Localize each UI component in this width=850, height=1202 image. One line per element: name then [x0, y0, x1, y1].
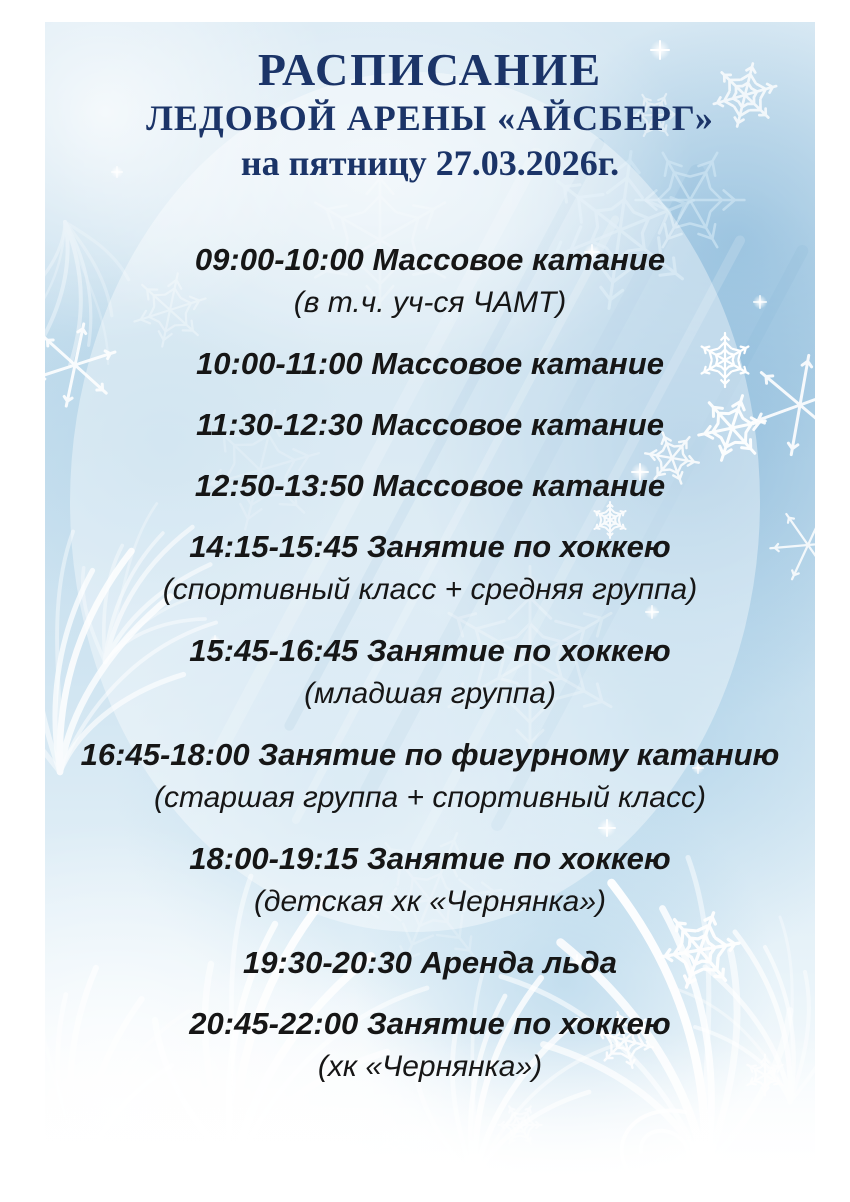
schedule-time: 16:45-18:00	[80, 737, 250, 772]
schedule-activity: Массовое катание	[371, 346, 664, 381]
schedule-item	[45, 525, 815, 611]
schedule-item	[45, 629, 815, 715]
schedule-main-line	[45, 1002, 815, 1045]
schedule-main-line	[45, 238, 815, 281]
schedule-time: 14:15-15:45	[189, 529, 359, 564]
schedule-note: (детская хк «Чернянка»)	[253, 885, 607, 918]
schedule-main-line	[45, 464, 815, 507]
schedule-item	[45, 1002, 815, 1088]
schedule-main-line	[45, 342, 815, 385]
schedule-note: (младшая группа)	[304, 677, 556, 710]
schedule-main-line	[45, 629, 815, 672]
schedule-activity: Занятие по фигурному катанию	[258, 737, 780, 772]
schedule-main-line	[45, 941, 815, 984]
schedule-activity: Занятие по хоккею	[366, 633, 671, 668]
schedule-activity: Занятие по хоккею	[366, 529, 671, 564]
schedule-activity: Занятие по хоккею	[366, 1006, 671, 1041]
schedule-activity: Массовое катание	[372, 242, 666, 277]
schedule-activity: Занятие по хоккею	[366, 841, 671, 876]
schedule-item	[45, 238, 815, 324]
schedule-list	[45, 238, 815, 1088]
schedule-item	[45, 403, 815, 446]
poster-subtitle: ЛЕДОВОЙ АРЕНЫ «АЙСБЕРГ»	[146, 98, 714, 138]
poster-date: на пятницу 27.03.2026г.	[240, 143, 620, 183]
schedule-item	[45, 464, 815, 507]
schedule-note: (старшая группа + спортивный класс)	[154, 781, 706, 814]
schedule-main-line	[45, 525, 815, 568]
schedule-activity: Массовое катание	[372, 468, 666, 503]
schedule-time: 09:00-10:00	[194, 242, 364, 277]
schedule-time: 19:30-20:30	[243, 945, 412, 980]
schedule-note: (хк «Чернянка»)	[317, 1050, 543, 1083]
poster-header	[45, 22, 815, 186]
poster-content	[45, 22, 815, 1175]
schedule-item	[45, 733, 815, 819]
schedule-main-line	[45, 733, 815, 776]
schedule-time: 15:45-16:45	[189, 633, 359, 668]
schedule-activity: Аренда льда	[420, 945, 617, 980]
schedule-time: 11:30-12:30	[196, 407, 363, 442]
schedule-note: (спортивный класс + средняя группа)	[162, 573, 698, 606]
schedule-main-line	[45, 403, 815, 446]
schedule-main-line	[45, 837, 815, 880]
schedule-item	[45, 837, 815, 923]
schedule-activity: Массовое катание	[371, 407, 664, 442]
schedule-time: 12:50-13:50	[194, 468, 364, 503]
schedule-time: 20:45-22:00	[189, 1006, 359, 1041]
poster-title: РАСПИСАНИЕ	[257, 44, 603, 95]
schedule-time: 18:00-19:15	[189, 841, 359, 876]
schedule-note: (в т.ч. уч-ся ЧАМТ)	[293, 286, 567, 319]
schedule-item	[45, 342, 815, 385]
schedule-time: 10:00-11:00	[196, 346, 363, 381]
schedule-item	[45, 941, 815, 984]
